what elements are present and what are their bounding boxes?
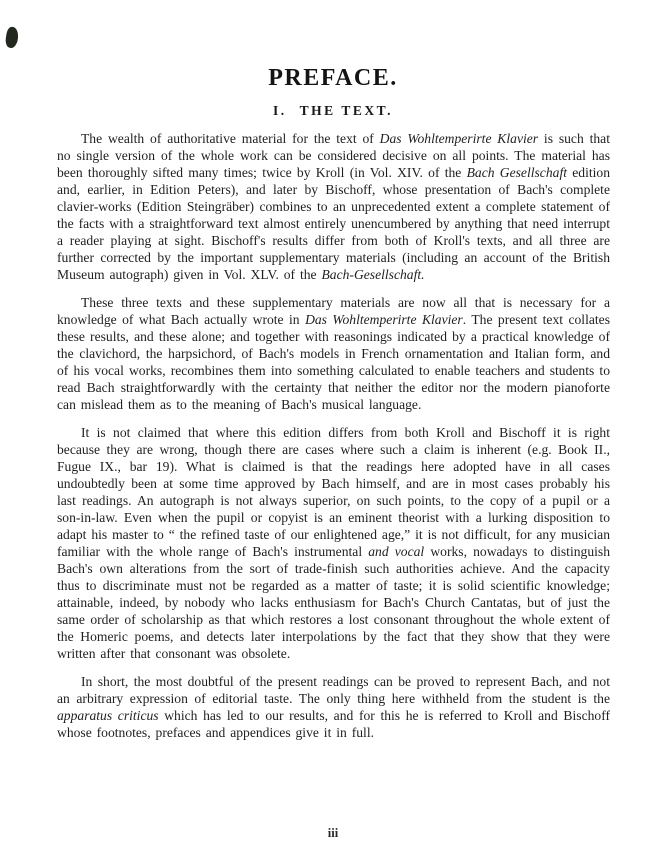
text-run: is such that no single version of the whole work can be considered decisive on all points. The material has been thoroughly sifted many times; twice by Kroll (in Vol. XIV. of the: [57, 131, 610, 180]
italic-run: and vocal: [368, 544, 425, 559]
text-run: In short, the most doubtful of the present readings can be proved to represent Bach, and not an arbitrary expression of editorial taste. The only thing here withheld from the student is the: [57, 674, 610, 706]
paragraphs: [57, 130, 610, 741]
page-number: iii: [327, 826, 339, 840]
paragraph: [57, 130, 610, 283]
italic-run: apparatus criticus: [57, 708, 159, 723]
text-run: The wealth of authoritative material for the text of: [81, 131, 380, 146]
text-run: It is not claimed that where this edition differs from both Kroll and Bischoff it is right because they are wrong, though there are cases where such a claim is inherent (e.g. Book II., Fugue IX., bar 19). What is claimed is that the readings here adopted have in all cases undoubtedly been at some time approved by Bach himself, and are in most cases probably his last readings. An autograph is not always superior, on such points, to the copy of a pupil or a son-in-law. Even when the pupil or copyist is an eminent theorist with a lurking disposition to adapt his master to “ the refined taste of our enlightened age,” it is not difficult, for any musician familiar with the whole range of Bach's instrumental: [57, 425, 610, 559]
italic-run: Bach Gesellschaft: [466, 165, 567, 180]
section-numeral: I.: [273, 103, 287, 118]
paragraph: [57, 424, 610, 662]
text-run: works, nowadays to distinguish Bach's own alterations from the sort of trade-finish such authorities achieve. And the capacity thus to discriminate must not be regarded as a matter of taste; it is solid scientific knowledge; attainable, indeed, by nobody who lacks enthusiasm for Bach's Church Cantatas, but of just the same order of scholarship as that which restores a lost consonant throughout the whole extent of the Homeric poems, and detects later interpolations by the fact that they show that they were written after that consonant was obsolete.: [57, 544, 610, 661]
section-heading: [0, 103, 666, 119]
text-run: These three texts and these supplementary materials are now all that is necessary for a knowledge of what Bach actually wrote in: [57, 295, 610, 327]
italic-run: Das Wohltemperirte Klavier: [379, 131, 539, 146]
text-run: . The present text collates these results, and these alone; and together with reasonings indicated by a practical knowledge of the clavichord, the harpsichord, of Bach's models in French ornamentation and Italian form, and of his vocal works, recombines them into something calculated to enable teachers and students to read Bach straightforwardly with the certainty that neither the editor nor the modern pianoforte can mislead them as to the meaning of Bach's musical language.: [57, 312, 610, 412]
italic-run: Das Wohltemperirte Klavier: [305, 312, 463, 327]
text-run: which has led to our results, and for this he is referred to Kroll and Bischoff whose footnotes, prefaces and appendices give it in full.: [57, 708, 611, 740]
section-title: THE TEXT.: [299, 103, 393, 118]
paragraph: [57, 673, 610, 741]
paragraph: [57, 294, 610, 413]
page-title: PREFACE.: [268, 65, 398, 91]
italic-run: Bach-Gesellschaft.: [321, 267, 425, 282]
text-run: edition and, earlier, in Edition Peters), and later by Bischoff, whose presentation of Bach's complete clavier-works (Edition Steingräber) combines to an unprecedented extent a complete statement of the facts with a straightforward text almost entirely unencumbered by anything that need interrupt a reader playing at sight. Bischoff's results differ from both of Kroll's texts, and all three are further corrected by the important supplementary materials (including an account of the British Museum autograph) given in Vol. XLV. of the: [57, 165, 611, 282]
